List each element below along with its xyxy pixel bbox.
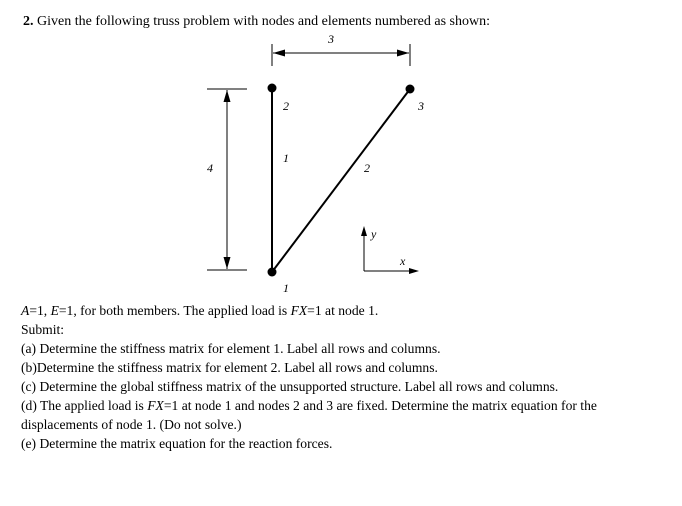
modulus-symbol: E bbox=[50, 303, 59, 318]
width-dimension-label: 3 bbox=[328, 32, 334, 46]
part-c: (c) Determine the global stiffness matrix of the unsupported structure. Label all rows and columns. bbox=[21, 379, 559, 394]
width-dimension bbox=[272, 44, 410, 66]
node-3-label: 3 bbox=[418, 99, 424, 113]
part-e: (e) Determine the matrix equation for the reaction forces. bbox=[21, 436, 333, 451]
submit-label: Submit: bbox=[21, 322, 65, 337]
load-value: =1 at node 1. bbox=[307, 303, 379, 318]
area-value: =1, bbox=[29, 303, 51, 318]
part-d-suffix: =1 at node 1 and nodes 2 and 3 are fixed. Determine the matrix equation for the displacements of node 1. (Do not solve.) bbox=[21, 398, 597, 432]
problem-statement: Given the following truss problem with nodes and elements numbered as shown: bbox=[37, 14, 490, 29]
part-d-symbol: FX bbox=[147, 398, 164, 413]
given-line bbox=[21, 301, 671, 320]
node-1-dot bbox=[268, 268, 277, 277]
node-1-label: 1 bbox=[283, 281, 289, 295]
area-symbol: A bbox=[21, 303, 30, 318]
modulus-value: =1, for both members. The applied load is bbox=[58, 303, 291, 318]
part-b: (b)Determine the stiffness matrix for element 2. Label all rows and columns. bbox=[21, 360, 438, 375]
part-d bbox=[21, 396, 671, 434]
coordinate-axes bbox=[361, 226, 419, 274]
element-1-label: 1 bbox=[283, 151, 289, 165]
element-2-bar bbox=[272, 89, 410, 272]
load-symbol: FX bbox=[290, 303, 308, 318]
problem-number: 2. bbox=[23, 14, 34, 29]
node-2-dot bbox=[268, 84, 277, 93]
height-dimension-label: 4 bbox=[207, 161, 213, 175]
node-3-dot bbox=[406, 85, 415, 94]
x-axis-label: x bbox=[400, 254, 406, 268]
part-d-prefix: (d) The applied load is bbox=[21, 398, 148, 413]
element-2-label: 2 bbox=[364, 161, 370, 175]
problem-body bbox=[21, 301, 671, 453]
y-axis-label: y bbox=[371, 227, 377, 241]
node-2-label: 2 bbox=[283, 99, 289, 113]
height-dimension bbox=[207, 89, 247, 270]
part-a: (a) Determine the stiffness matrix for element 1. Label all rows and columns. bbox=[21, 341, 441, 356]
